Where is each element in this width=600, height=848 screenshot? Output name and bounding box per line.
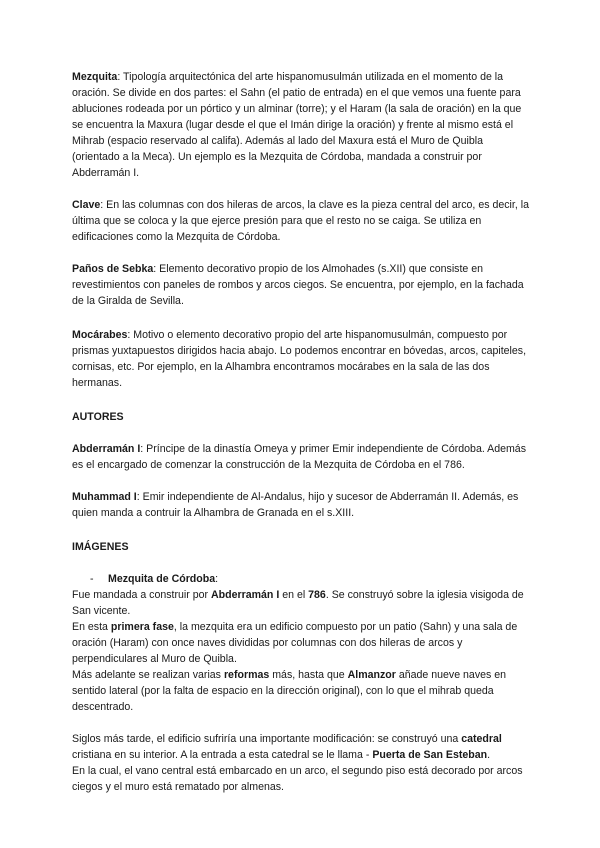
text-run: cristiana en su interior. A la entrada a esta catedral se le llama -	[72, 749, 373, 761]
bullet-title: Mezquita de Córdoba	[108, 573, 216, 585]
definition-mocarabes	[72, 327, 532, 391]
definition-text: : Elemento decorativo propio de los Almohades (s.XII) que consiste en revestimientos con paneles de rombos y arcos ciegos. Se encuentra, por ejemplo, en la fachada de la Giralda de Sevilla.	[72, 263, 524, 307]
paragraph-primera-fase	[72, 619, 532, 667]
autor-muhammad-i	[72, 489, 532, 521]
text-run: Más adelante se realizan varias	[72, 669, 224, 681]
text-run: . Se construyó sobre la iglesia visigoda de San vicente.	[72, 589, 524, 617]
definition-mezquita	[72, 69, 532, 181]
bullet-colon: :	[215, 573, 219, 585]
autor-name: Muhammad I	[72, 491, 137, 503]
definition-panos-de-sebka	[72, 261, 532, 309]
section-heading-autores: AUTORES	[72, 411, 124, 423]
bullet-dash: -	[90, 573, 94, 585]
autor-text: : Emir independiente de Al-Andalus, hijo y sucesor de Abderramán II. Además, es quien manda a contruir la Alhambra de Granada en el s.XIII.	[72, 491, 519, 519]
document-body	[72, 69, 532, 795]
text-run: Fue mandada a construir por	[72, 589, 211, 601]
definition-text: : Tipología arquitectónica del arte hispanomusulmán utilizada en el momento de la oración. Se divide en dos partes: el Sahn (el patio de entrada) en el que vemos una fuente para abluciones rodeada por un pórtico y un alminar (torre); y el Haram (la sala de oración) en la que se encuentra la Maxura (lugar desde el que el Imán dirige la oración) y frente al mismo está el Mihrab (espacio reservado al califa). Además al lado del Maxura está el Muro de Quibla (orientado a la Meca). Un ejemplo es la Mezquita de Córdoba, mandada a construir por Abderramán I.	[72, 71, 522, 179]
text-run: En la cual, el vano central está embarcado en un arco, el segundo piso está decorado por arcos ciegos y el muro está rematado por almenas.	[72, 765, 523, 793]
definition-clave	[72, 197, 532, 245]
paragraph-construccion	[72, 587, 532, 619]
autor-abderraman-i	[72, 441, 532, 473]
bold-run: Almanzor	[347, 669, 396, 681]
paragraph-catedral	[72, 731, 532, 763]
text-run: .	[487, 749, 491, 761]
section-heading-imagenes: IMÁGENES	[72, 541, 129, 553]
autor-name: Abderramán I	[72, 443, 141, 455]
text-run: Siglos más tarde, el edificio sufriría una importante modificación: se construyó una	[72, 733, 462, 745]
definition-text: : En las columnas con dos hileras de arcos, la clave es la pieza central del arco, es decir, la última que se coloca y la que ejerce presión para que el resto no se caiga. Se utiliza en edificaciones como la Mezquita de Córdoba.	[72, 199, 529, 243]
bold-run: reformas	[223, 669, 270, 681]
autor-text: : Príncipe de la dinastía Omeya y primer Emir independiente de Córdoba. Además es el encargado de comenzar la construcción de la Mezquita de Córdoba en el 786.	[72, 443, 526, 471]
definition-term: Mocárabes	[72, 329, 128, 341]
bold-run: catedral	[461, 733, 502, 745]
bold-run: primera fase	[110, 621, 174, 633]
definition-term: Clave	[72, 199, 101, 211]
text-run: En esta	[72, 621, 111, 633]
definition-term: Mezquita	[72, 71, 118, 83]
bold-run: Abderramán I	[210, 589, 280, 601]
text-run: , la mezquita era un edificio compuesto por un patio (Sahn) y una sala de oración (Haram) con once naves divididas por columnas con dos hileras de arcos y perpendiculares al Muro de Quibla.	[72, 621, 518, 665]
paragraph-reformas	[72, 667, 532, 715]
text-run: más, hasta que	[269, 669, 348, 681]
definition-text: : Motivo o elemento decorativo propio del arte hispanomusulmán, compuesto por prismas yuxtapuestos dirigidos hacia abajo. Lo podemos encontrar en bóvedas, arcos, capiteles, cornisas, etc. Por ejemplo, en la Alhambra encontramos mocárabes en la sala de las dos hermanas.	[72, 329, 527, 389]
bold-run: 786	[308, 589, 326, 601]
bold-run: Puerta de San Esteban	[372, 749, 488, 761]
bullet-item-mezquita-cordoba	[72, 571, 532, 587]
paragraph-puerta-descripcion	[72, 763, 532, 795]
text-run: añade nueve naves en sentido lateral (por la falta de espacio en la dirección original), con lo que el mihrab queda descentrado.	[72, 669, 507, 713]
definition-term: Paños de Sebka	[72, 263, 154, 275]
text-run: en el	[279, 589, 309, 601]
